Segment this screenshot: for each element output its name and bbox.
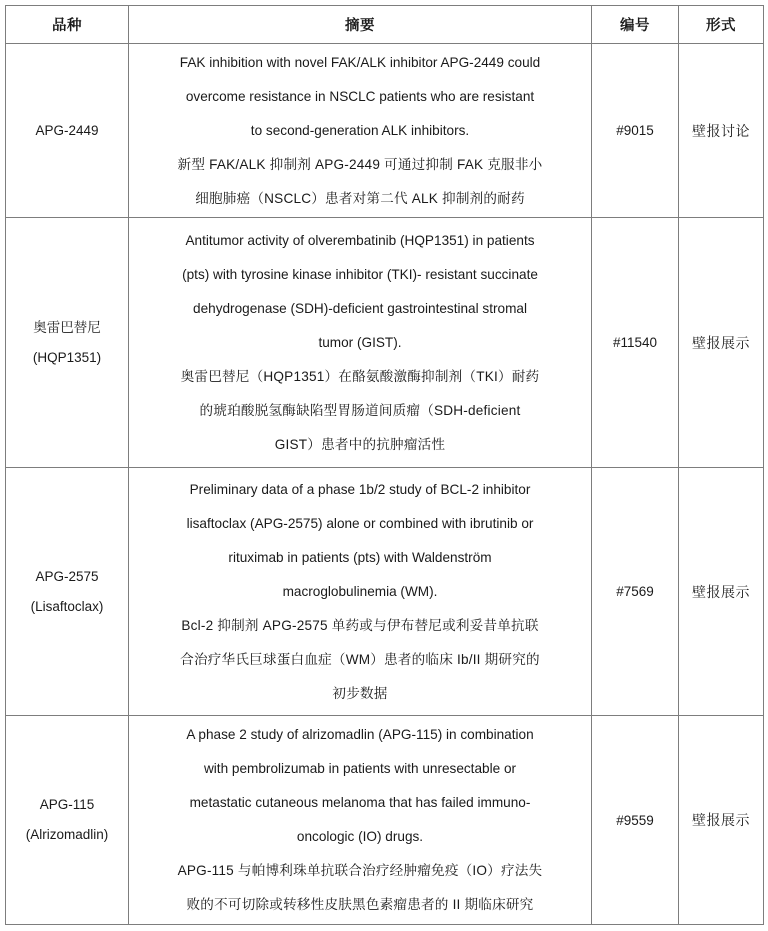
abstract-en-line: A phase 2 study of alrizomadlin (APG-115) in combination <box>186 727 534 742</box>
variety-line: (Lisaftoclax) <box>30 598 104 614</box>
abstract-zh-line: APG-115 与帕博利珠单抗联合治疗经肿瘤免疫（IO）疗法失 <box>177 863 543 878</box>
table-row <box>6 716 764 925</box>
abstract-en-line: to second-generation ALK inhibitors. <box>250 122 470 138</box>
cell-form: 壁报讨论 <box>679 44 764 218</box>
abstract-zh-line: 初步数据 <box>332 685 388 701</box>
cell-variety <box>6 468 129 716</box>
variety-line: APG-2575 <box>35 568 99 584</box>
abstract-en-line: FAK inhibition with novel FAK/ALK inhibitor APG-2449 could <box>179 54 541 70</box>
column-header-variety: 品种 <box>6 6 129 44</box>
cell-variety <box>6 44 129 218</box>
table-row <box>6 44 764 218</box>
variety-line: APG-115 <box>39 797 95 812</box>
table-header <box>6 6 764 44</box>
abstract-en-line: dehydrogenase (SDH)-deficient gastrointestinal stromal <box>193 300 527 316</box>
abstract-en-line: oncologic (IO) drugs. <box>296 829 424 844</box>
cell-number: #11540 <box>592 218 679 468</box>
table-row <box>6 468 764 716</box>
variety-line: APG-2449 <box>35 122 99 138</box>
variety-line: (Alrizomadlin) <box>25 827 109 842</box>
cell-variety <box>6 218 129 468</box>
abstract-zh-line: 细胞肺癌（NSCLC）患者对第二代 ALK 抑制剂的耐药 <box>195 190 525 206</box>
cell-variety <box>6 716 129 925</box>
cell-number: #9559 <box>592 716 679 925</box>
abstract-zh-line: GIST）患者中的抗肿瘤活性 <box>274 436 446 452</box>
abstract-en-line: with pembrolizumab in patients with unresectable or <box>203 761 517 776</box>
abstract-en-line: overcome resistance in NSCLC patients who are resistant <box>185 88 535 104</box>
abstract-zh-line: 败的不可切除或转移性皮肤黑色素瘤患者的 II 期临床研究 <box>186 897 534 912</box>
table-row <box>6 218 764 468</box>
table-header-row <box>6 6 764 44</box>
abstract-en-line: lisaftoclax (APG-2575) alone or combined with ibrutinib or <box>186 515 534 531</box>
cell-abstract <box>129 44 592 218</box>
cell-form: 壁报展示 <box>679 218 764 468</box>
cell-form: 壁报展示 <box>679 716 764 925</box>
cell-abstract <box>129 468 592 716</box>
abstract-en-line: Antitumor activity of olverembatinib (HQP1351) in patients <box>185 232 535 248</box>
cell-number: #7569 <box>592 468 679 716</box>
abstract-en-line: (pts) with tyrosine kinase inhibitor (TKI)- resistant succinate <box>182 266 538 282</box>
column-header-abstract: 摘要 <box>129 6 592 44</box>
abstract-zh-line: 奥雷巴替尼（HQP1351）在酪氨酸激酶抑制剂（TKI）耐药 <box>180 368 540 384</box>
table-body <box>6 44 764 925</box>
cell-abstract <box>129 218 592 468</box>
cell-number: #9015 <box>592 44 679 218</box>
column-header-form: 形式 <box>679 6 764 44</box>
abstract-zh-line: 新型 FAK/ALK 抑制剂 APG-2449 可通过抑制 FAK 克服非小 <box>177 156 543 172</box>
abstract-en-line: rituximab in patients (pts) with Waldenström <box>228 549 492 565</box>
variety-line: (HQP1351) <box>32 349 102 365</box>
abstract-zh-line: Bcl-2 抑制剂 APG-2575 单药或与伊布替尼或利妥昔单抗联 <box>181 617 539 633</box>
abstract-en-line: Preliminary data of a phase 1b/2 study of BCL-2 inhibitor <box>189 481 531 497</box>
abstract-table <box>5 5 764 925</box>
abstract-en-line: tumor (GIST). <box>318 334 402 350</box>
abstract-zh-line: 的琥珀酸脱氢酶缺陷型胃肠道间质瘤（SDH-deficient <box>199 402 521 418</box>
variety-line: 奥雷巴替尼 <box>33 319 101 335</box>
column-header-number: 编号 <box>592 6 679 44</box>
abstract-zh-line: 合治疗华氏巨球蛋白血症（WM）患者的临床 Ib/II 期研究的 <box>180 651 540 667</box>
cell-form: 壁报展示 <box>679 468 764 716</box>
abstract-en-line: macroglobulinemia (WM). <box>282 583 438 599</box>
abstract-en-line: metastatic cutaneous melanoma that has failed immuno- <box>189 795 531 810</box>
cell-abstract <box>129 716 592 925</box>
